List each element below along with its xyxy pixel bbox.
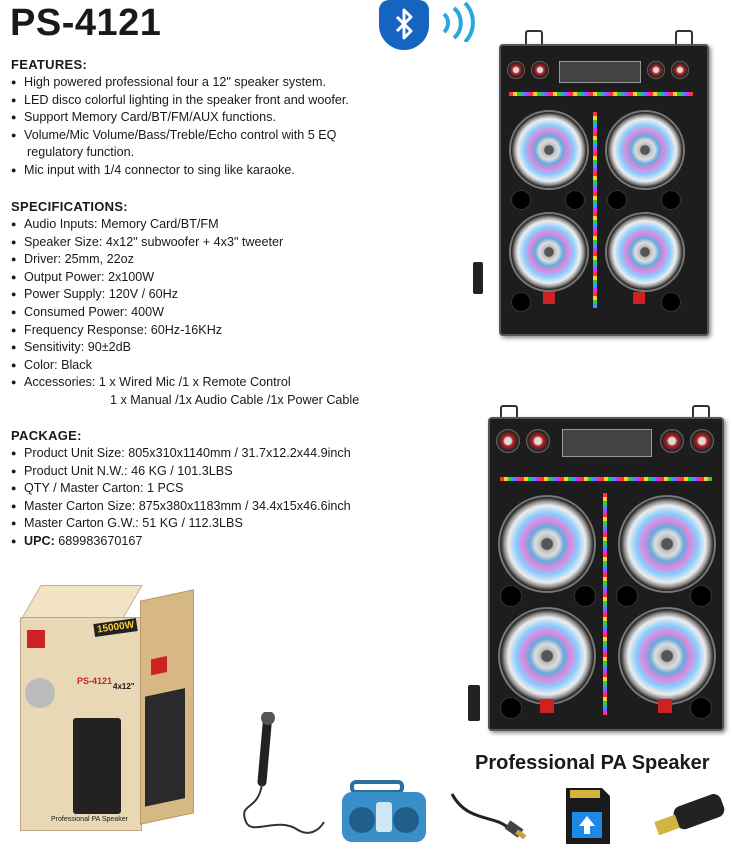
list-item: ● Volume/Mic Volume/Bass/Treble/Echo control with 5 EQ [11,127,349,145]
upc-item [11,533,351,551]
list-item: ● Audio Inputs: Memory Card/BT/FM [11,216,359,234]
features-list [11,74,349,180]
list-item: ● Output Power: 2x100W [11,269,359,287]
product-box-image [20,585,200,830]
list-item: ● Master Carton Size: 875x380x1183mm / 34.4x15x46.6inch [11,498,351,516]
list-item: ● LED disco colorful lighting in the speaker front and woofer. [11,92,349,110]
list-item: ● Support Memory Card/BT/FM/AUX functions. [11,109,349,127]
upc-value: 689983670167 [58,533,143,548]
usb-drive-icon [650,794,730,849]
wifi-signal-icon [438,2,484,47]
boombox-icon [340,780,430,851]
package-heading: PACKAGE: [11,428,82,443]
microphone-icon [238,712,328,847]
upc-label: UPC: [24,533,55,548]
list-item: ● Mic input with 1/4 connector to sing like karaoke. [11,162,349,180]
bluetooth-icon [379,0,429,50]
specifications-heading: SPECIFICATIONS: [11,199,128,214]
speaker-image-front [480,405,723,730]
box-power-badge: 15000W [93,618,138,637]
sd-card-icon [562,786,612,851]
box-caption: Professional PA Speaker [51,816,128,823]
list-item: ● Consumed Power: 400W [11,304,359,322]
pa-speaker-title: Professional PA Speaker [475,752,710,774]
list-item-continuation: regulatory function. [27,145,135,160]
box-size-label: 4x12" [113,682,135,691]
box-model-label: PS-4121 [77,676,113,686]
list-item: ● Product Unit N.W.: 46 KG / 101.3LBS [11,463,351,481]
audio-cable-icon [448,784,528,849]
list-item: ● Master Carton G.W.: 51 KG / 112.3LBS [11,515,351,533]
list-item: ● Power Supply: 120V / 60Hz [11,286,359,304]
package-list [11,445,351,551]
list-item-continuation: 1 x Manual /1x Audio Cable /1x Power Cable [110,392,360,407]
list-item: ● Sensitivity: 90±2dB [11,339,359,357]
list-item: ● Frequency Response: 60Hz-16KHz [11,322,359,340]
list-item: ● Accessories: 1 x Wired Mic /1 x Remote Control [11,374,359,392]
list-item: ● QTY / Master Carton: 1 PCS [11,480,351,498]
speaker-image-angled [495,30,717,335]
product-model-title: PS-4121 [10,2,162,44]
list-item: ● High powered professional four a 12" speaker system. [11,74,349,92]
list-item: ● Driver: 25mm, 22oz [11,251,359,269]
list-item: ● Speaker Size: 4x12" subwoofer + 4x3" tweeter [11,234,359,252]
list-item: ● Product Unit Size: 805x310x1140mm / 31.7x12.2x44.9inch [11,445,351,463]
features-heading: FEATURES: [11,57,88,72]
list-item: ● Color: Black [11,357,359,375]
specifications-list [11,216,359,410]
